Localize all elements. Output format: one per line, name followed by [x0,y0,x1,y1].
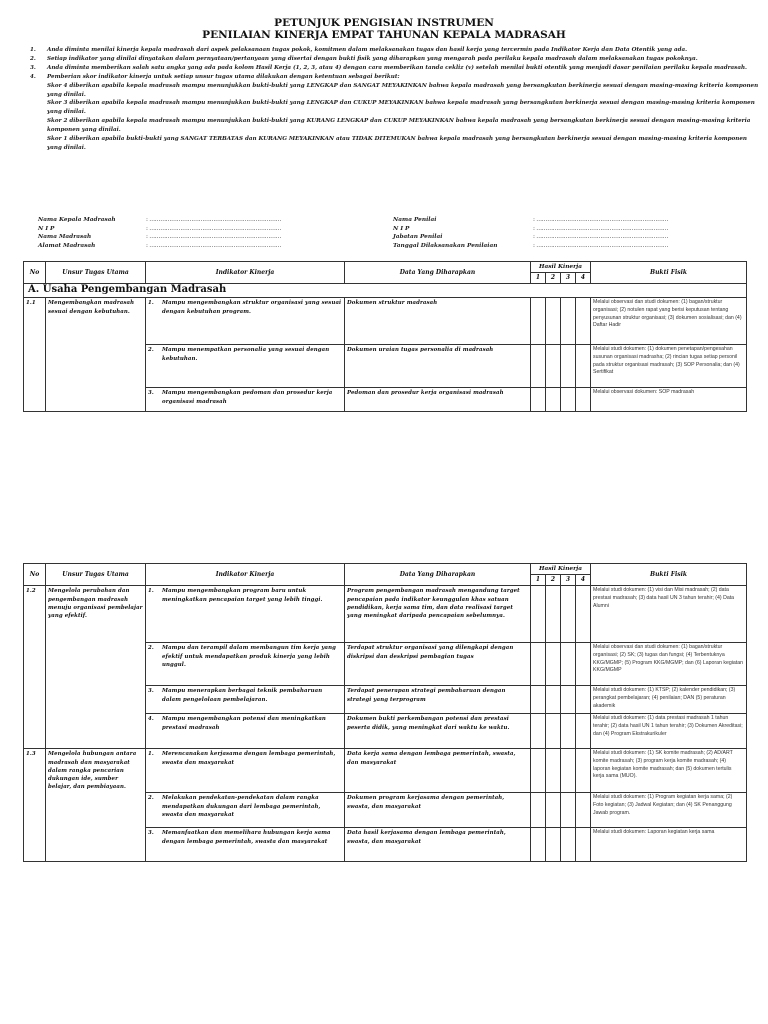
score-header-2: 2 [546,273,561,284]
score-cell-4[interactable] [576,345,591,388]
table-row: 3. Mampu mengembangkan pedoman dan prosedur kerja organisasi madrasah Pedoman dan prosedur kerja organisasi madrasah Melalui observasi dokumen: SOP madrasah [24,388,747,412]
col-header-no: No [24,564,46,586]
instruction-item: 4. Pemberian skor indikator kinerja untuk setiap unsur tugas utama dilakukan dengan ketentuan sebagai berikut: [30,73,400,80]
score-cell-1[interactable] [531,298,546,345]
score-header-1: 1 [531,575,546,586]
col-header-indikator: Indikator Kinerja [146,262,345,284]
score-header-4: 4 [576,273,591,284]
instruction-item: 1. Anda diminta menilai kinerja kepala madrasah dari aspek pelaksanaan tugas pokok, komitmen dalam melaksanakan tugas dan hasil kerja yang tercermin pada Indikator Kerja dan Data Otentik yang ada. [30,47,688,53]
score-cell-4[interactable] [576,828,591,862]
section-heading: A. Usaha Pengembangan Madrasah [24,284,747,298]
score-cell-4[interactable] [576,298,591,345]
table-row: 3. Memanfaatkan dan memelihara hubungan kerja sama dengan lembaga pemerintah, swasta dan masyarakat Data hasil kerjasama dengan lembaga pemerintah, swasta, dan masyarakat Melalui studi dokumen: Laporan kegiatan kerja sama [24,828,747,862]
table-row: 3. Mampu menerapkan berbagai teknik pembaharuan dalam pengelolaan pembelajaran. Terdapat penerapan strategi pembaharuan dengan strategi yang terprogram Melalui studi dokumen: (1) KTSP; (2) kalender pendidikan; (3) perangkat pembelajaran; (4) penilaian; DAN (5) peraturan akademik [24,686,747,714]
score-cell-2[interactable] [546,686,561,714]
col-header-unsur: Unsur Tugas Utama [46,262,146,284]
score-cell-1[interactable] [531,388,546,412]
score-cell-2[interactable] [546,586,561,643]
instruction-item: 2. Setiap indikator yang dinilai dinyatakan dalam pernyataan/pertanyaan yang disertai dengan bukti fisik yang diharapkan yang mengarah pada perilaku kepala madrasah dalam melaksanakan tugas pokoknya. [30,55,698,62]
col-header-no: No [24,262,46,284]
score-cell-4[interactable] [576,388,591,412]
table-row: 1.2 Mengelola perubahan dan pengembangan madrasah menuju organisasi pembelajar yang efektif. 1. Mampu mengembangkan program baru untuk meningkatkan pencapaian target yang lebih tinggi. Program pengembangan madrasah mengandung target pencapaian pada indikator keunggulan khas satuan pendidikan, kerja sama tim, dan data realisasi target yang meningkat daripada pencapaian sebelumnya. Melalui studi dokumen: (1) visi dan Misi madrasah; (2) data prestasi madrasah; (3) data hasil UN 3 tahun terahir; (4) Data Alumni [24,586,747,643]
input-line[interactable]: : ……………………………………………………………… [533,217,669,223]
score-cell-3[interactable] [561,828,576,862]
score-cell-2[interactable] [546,749,561,793]
table-header-row [24,262,747,273]
score-cell-2[interactable] [546,388,561,412]
score-cell-1[interactable] [531,749,546,793]
input-line[interactable]: : ……………………………………………………………… [146,242,282,249]
score-cell-3[interactable] [561,749,576,793]
score-cell-1[interactable] [531,793,546,828]
col-header-hasil: Hasil Kinerja [531,262,591,273]
score-cell-1[interactable] [531,686,546,714]
col-header-bukti: Bukti Fisik [591,564,747,586]
score-cell-2[interactable] [546,828,561,862]
score-rule: Skor 3 diberikan apabila kepala madrasah mampu menunjukkan bukti-bukti yang LENGKAP dan CUKUP MEYAKINKAN bahwa kepala madrasah yang bersangkutan berkinerja sesuai dengan masing-masing kriteria komponen yang dinilai. [47,100,755,116]
table-header-row [24,564,747,575]
score-cell-4[interactable] [576,643,591,686]
score-cell-1[interactable] [531,828,546,862]
score-header-3: 3 [561,273,576,284]
score-cell-2[interactable] [546,793,561,828]
score-cell-4[interactable] [576,686,591,714]
input-line[interactable]: : ……………………………………………………………… [146,234,282,240]
score-rule: Skor 2 diberikan apabila kepala madrasah mampu menunjukkan bukti-bukti yang KURANG LENGKAP dan CUKUP MEYAKINKAN bahwa kepala madrasah yang bersangkutan berkinerja sesuai dengan masing-masing kriteria komponen yang dinilai. [47,118,751,134]
score-cell-3[interactable] [561,388,576,412]
input-line[interactable]: : ……………………………………………………………… [533,234,669,240]
document-subtitle: PENILAIAN KINERJA EMPAT TAHUNAN KEPALA MADRASAH [202,29,566,41]
score-rule: Skor 4 diberikan apabila kepala madrasah mampu menunjukkan bukti-bukti yang LENGKAP dan SANGAT MEYAKINKAN bahwa kepala madrasah yang bersangkutan berkinerja sesuai dengan masing-masing kriteria komponen yang dinilai. [47,82,759,98]
score-cell-3[interactable] [561,686,576,714]
score-cell-3[interactable] [561,793,576,828]
document-title: PETUNJUK PENGISIAN INSTRUMEN [274,17,494,29]
table-row: 4. Mampu mengembangkan potensi dan meningkatkan prestasi madrasah Dokumen bukti perkembangan potensi dan prestasi peserta didik, yang meningkat dari waktu ke waktu. Melalui studi dokumen: (1) data prestasi madrasah 1 tahun terahir; (2) data hasil UN 1 tahun terahir; (3) Dokumen Akreditasi; dan (4) Program Ekstrakurikuler [24,714,747,749]
score-cell-1[interactable] [531,586,546,643]
identity-right: Nama Penilai : ……………………………………………………………… N I P : ……………………………………………………………… Jabatan Penilai : ……………………………………………………………… Tanggal Dilaksanakan Penilaian : ……………………………………………………………… [393,217,669,249]
score-cell-4[interactable] [576,749,591,793]
table-row: 2. Melakukan pendekatan-pendekatan dalam rangka mendapatkan dukungan dari lembaga pemerintah, swasta dan masyarakat Dokumen program kerjasama dengan pemerintah, swasta, dan masyarakat Melalui studi dokumen: (1) Program kegiatan kerja sama; (2) Foto kegiatan; (3) Jadwal Kegiatan; dan (4) SK Penanggung Jawab program. [24,793,747,828]
score-cell-1[interactable] [531,643,546,686]
score-cell-2[interactable] [546,298,561,345]
input-line[interactable]: : ……………………………………………………………… [146,217,282,223]
table-row: 2. Mampu dan terampil dalam membangun tim kerja yang efektif untuk mendapatkan produk kinerja yang lebih unggul. Terdapat struktur organisasi yang dilengkapi dengan diskripsi dan deskripsi pembagian tugas Melalui observasi dan studi dokumen: (1) bagan/struktur organisasi; (2) SK; (3) tugas dan fungsi; (4) Terbentuknya KKG/MGMP; (5) Program KKG/MGMP; dan (6) Laporan kegiatan KKG/MGMP [24,643,747,686]
score-rule: Skor 1 diberikan apabila bukti-bukti yang SANGAT TERBATAS dan KURANG MEYAKINKAN atau TIDAK DITEMUKAN bahwa kepala madrasah yang bersangkutan berkinerja sesuai dengan masing-masing kriteria komponen yang dinilai. [47,136,747,151]
table-row: 1.3 Mengelola hubungan antara madrasah dan masyarakat dalam rangka pencarian dukungan ide, sumber belajar, dan pembiayaan. 1. Merencanakan kerjasama dengan lembaga pemerintah, swasta dan masyarakat Data kerja sama dengan lembaga pemerintah, swasta, dan masyarakat Melalui studi dokumen: (1) SK komite madrasah; (2) AD/ART komite madrasah; (3) program kerja komite madrasah; (4) laporan kegiatan komite madrasah; dan (5) dokumen tertulis kerja sama (MUO). [24,749,747,793]
col-header-unsur: Unsur Tugas Utama [46,564,146,586]
score-cell-3[interactable] [561,643,576,686]
col-header-data: Data Yang Diharapkan [345,564,531,586]
score-cell-4[interactable] [576,793,591,828]
score-header-3: 3 [561,575,576,586]
col-header-bukti: Bukti Fisik [591,262,747,284]
instructions-list [30,46,760,153]
identity-left: Nama Kepala Madrasah : ……………………………………………………………… N I P : ……………………………………………………………… Nama Madrasah : ……………………………………………………………… Alamat Madrasah : ……………………………………………………………… [38,217,282,249]
score-cell-3[interactable] [561,298,576,345]
score-header-4: 4 [576,575,591,586]
col-header-data: Data Yang Diharapkan [345,262,531,284]
score-header-1: 1 [531,273,546,284]
score-cell-3[interactable] [561,586,576,643]
score-cell-1[interactable] [531,714,546,749]
table-row: 2. Mampu menempatkan personalia yang sesuai dengan kebutuhan. Dokumen uraian tugas personalia di madrasah Melalui studi dokumen: (1) dokumen penetapan/pengesahan susunan organisasi madrasha; (2) rincian tugas setiap personil pada struktur organisasi madrasah; (3) SOP Personalia; dan (4) Sertifikat [24,345,747,388]
col-header-hasil: Hasil Kinerja [531,564,591,575]
score-cell-1[interactable] [531,345,546,388]
score-cell-4[interactable] [576,714,591,749]
instruction-item: 3. Anda diminta memberikan salah satu angka yang ada pada kolom Hasil Kerja (1, 2, 3, atau 4) dengan cara memberikan tanda cekliz (v) setelah menilai bukti otentik yang menjadi dasar penilaian perilaku kepala madrasah. [30,64,747,71]
col-header-indikator: Indikator Kinerja [146,564,345,586]
table-row: 1.1 Mengembangkan madrasah sesuai dengan kebutuhan. 1. Mampu mengembangkan struktur organisasi yang sesuai dengan kebutuhan program. Dokumen struktur madrasah Melalui observasi dan studi dokumen: (1) bagan/struktur organisasi; (2) notulen rapat yang berisi keputusan tentang penyusunan struktur organisasi; (3) dokumen sosialisasi; dan (4) Daftar Hadir [24,298,747,345]
input-line[interactable]: : ……………………………………………………………… [533,242,669,249]
input-line[interactable]: : ……………………………………………………………… [533,225,669,232]
score-cell-4[interactable] [576,586,591,643]
score-cell-2[interactable] [546,643,561,686]
assessment-table-2 [23,563,747,862]
input-line[interactable]: : ……………………………………………………………… [146,225,282,232]
score-cell-2[interactable] [546,714,561,749]
score-cell-3[interactable] [561,345,576,388]
score-cell-3[interactable] [561,714,576,749]
score-header-2: 2 [546,575,561,586]
assessment-table-1 [23,261,747,412]
score-cell-2[interactable] [546,345,561,388]
